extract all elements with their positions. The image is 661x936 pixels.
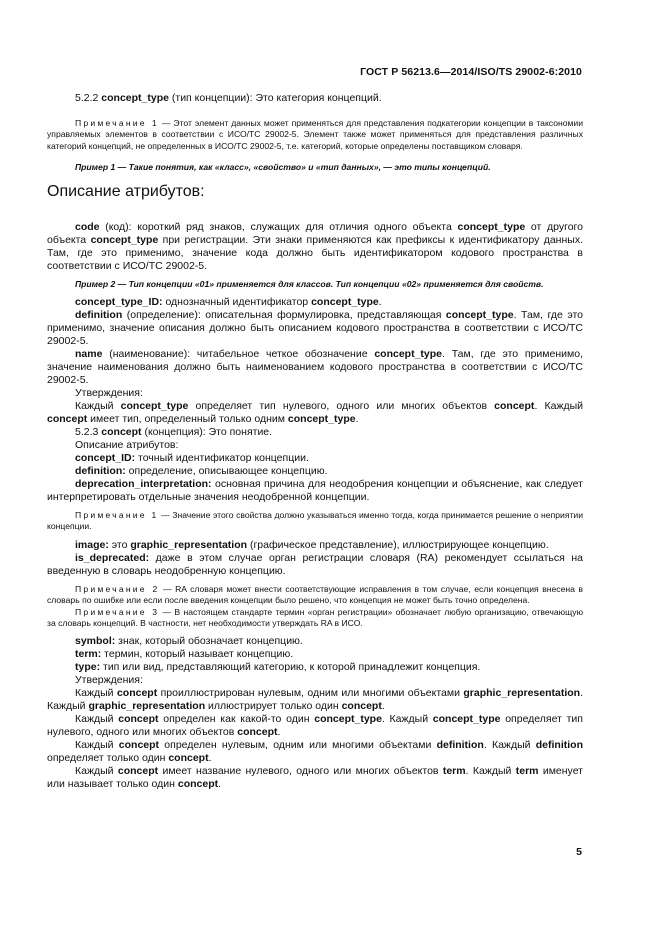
page-content	[47, 92, 583, 791]
assertions-label-2: Утверждения:	[75, 674, 143, 687]
concept-type-id: concept_type_ID: однозначный идентификатор concept_type.	[75, 296, 382, 309]
note-1: Примечание 1 — Этот элемент данных может применяться для представления подкатегории концепции в таксономии управляемых элементов в соответствии с ИСО/ТС 29002-5. Элемент также может применяться для представления различных категорий концепций, не определенных в ИСО/ТС 29002-5, т.е. категорий, которые определены поставщиком словаря.	[47, 118, 584, 151]
example-1: Пример 1 — Такие понятия, как «класс», «свойство» и «тип данных», — это типы концепций.	[75, 162, 491, 173]
definition-attribute: definition (определение): описательная формулировка, представляющая concept_type. Там, где это применимо, значение описания должно быть описанием кодового пространства в соответствии с ИСО/ТС 29002-5.	[47, 309, 583, 348]
type-attribute: type: тип или вид, представляющий категорию, к которой принадлежит концепция.	[75, 661, 481, 674]
assertion-graphic: Каждый concept проиллюстрирован нулевым, одним или многими объектами graphic_representation. Каждый graphic_representation иллюстрирует только один concept.	[47, 687, 583, 713]
note-ra-corrections: Примечание 2 — RA словаря может внести соответствующие исправления в том случае, если концепция внесена в словарь по ошибке или если после введения концепции было решено, что концепция не может быть точно определена.	[47, 583, 583, 606]
note-registration-authority: Примечание 3 — В настоящем стандарте термин «орган регистрации» обозначает любую организацию, отвечающую за словарь концепций. В частности, нет необходимости утверждать RA в ИСО.	[47, 606, 584, 629]
deprecation-interpretation: deprecation_interpretation: основная причина для неодобрения концепции и объяснение, как следует интерпретировать отдельные значения неодобренной концепции.	[47, 478, 583, 504]
attributes-heading: Описание атрибутов:	[47, 182, 205, 200]
image-attribute: image: это graphic_representation (графическое представление), иллюстрирующее концепцию.	[75, 538, 549, 551]
assertion-term: Каждый concept имеет название нулевого, одного или многих объектов term. Каждый term именует или называет только один concept.	[47, 765, 583, 791]
term-attribute: term: термин, который называет концепцию.	[75, 648, 294, 661]
definition-attribute-2: definition: определение, описывающее концепцию.	[75, 465, 328, 478]
assertion-concept-type: Каждый concept_type определяет тип нулевого, одного или многих объектов concept. Каждый concept имеет тип, определенный только одним concept_type.	[47, 400, 584, 426]
section-5-2-3: 5.2.3 concept (концепция): Это понятие.	[75, 426, 273, 439]
assertion-type: Каждый concept определен как какой-то один concept_type. Каждый concept_type определяет тип нулевого, одного или многих объектов concept.	[47, 713, 583, 739]
page-number: 5	[576, 846, 582, 858]
code-paragraph: code (код): короткий ряд знаков, служащих для отличия одного объекта concept_type от другого объекта concept_type при регистрации. Эти знаки применяются как префиксы к идентификатору данных. Там, где это применимо, значение кода должно быть идентификатором кодового пространства в соответствии с ИСО/ТС 29002-5.	[47, 220, 583, 272]
assertions-label: Утверждения:	[75, 387, 143, 400]
page-header: ГОСТ Р 56213.6—2014/ISO/TS 29002-6:2010	[360, 66, 582, 78]
attributes-label-2: Описание атрибутов:	[75, 439, 179, 452]
example-2: Пример 2 — Тип концепции «01» применяется для классов. Тип концепции «02» применяется для свойств.	[75, 278, 544, 289]
assertion-definition: Каждый concept определен нулевым, одним или многими объектами definition. Каждый definition определяет только один concept.	[47, 739, 584, 765]
symbol-attribute: symbol: знак, который обозначает концепцию.	[75, 635, 303, 648]
note-deprecation: Примечание 1 — Значение этого свойства должно указываться именно тогда, когда принимается решение о неприятии концепции.	[47, 510, 584, 532]
section-5-2-2: 5.2.2 concept_type (тип концепции): Это категория концепций.	[75, 92, 382, 104]
concept-id: concept_ID: точный идентификатор концепции.	[75, 452, 309, 465]
name-attribute: name (наименование): читабельное четкое обозначение concept_type. Там, где это применимо, значение наименования должно быть наименованием кодового пространства в соответствии с ИСО/ТС 29002-5.	[47, 348, 583, 387]
is-deprecated-attribute: is_deprecated: даже в этом случае орган регистрации словаря (RA) рекомендует ссылаться на введенную в словарь неодобренную концепцию.	[47, 551, 583, 577]
